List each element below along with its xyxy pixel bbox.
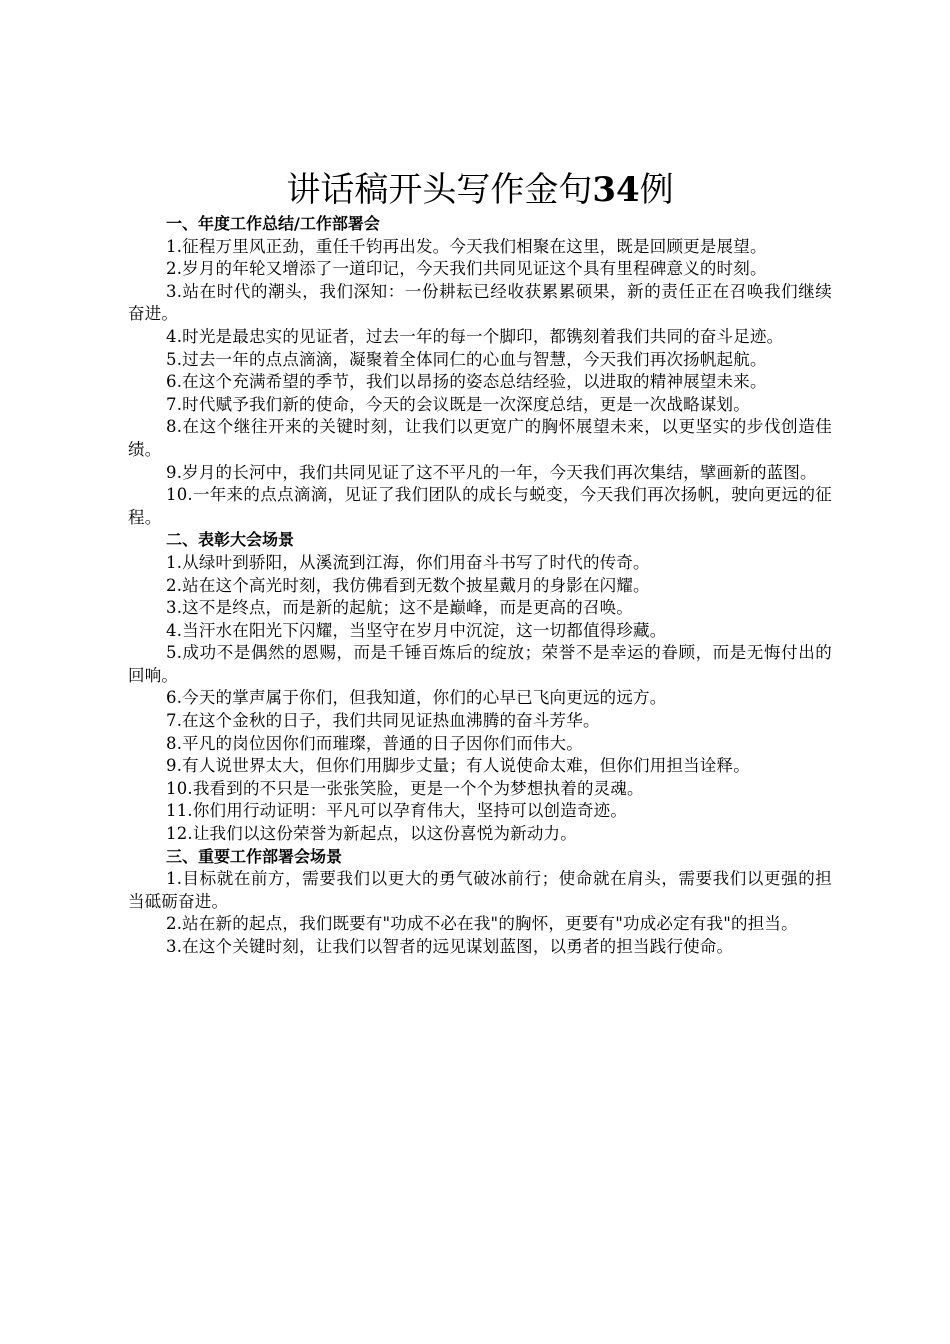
paragraph: 7.时代赋予我们新的使命，今天的会议既是一次深度总结，更是一次战略谋划。 [166, 394, 750, 414]
title-number: 34 [592, 170, 640, 210]
title-text: 讲话稿开头写作金句 [286, 170, 593, 210]
document-title [128, 168, 832, 212]
paragraph: 5.过去一年的点点滴滴，凝聚着全体同仁的心血与智慧，今天我们再次扬帆起航。 [166, 349, 767, 369]
paragraph: 12.让我们以这份荣誉为新起点，以这份喜悦为新动力。 [166, 824, 577, 844]
paragraph: 7.在这个金秋的日子，我们共同见证热血沸腾的奋斗芳华。 [166, 711, 600, 731]
paragraph: 1.目标就在前方，需要我们以更大的勇气破冰前行；使命就在肩头，需要我们以更强的担当砥砺奋进。 [128, 869, 832, 911]
paragraph: 1.从绿叶到骄阳，从溪流到江海，你们用奋斗书写了时代的传奇。 [166, 552, 650, 572]
paragraph: 2.站在新的起点，我们既要有"功成不必在我"的胸怀，更要有"功成必定有我"的担当。 [166, 914, 798, 934]
paragraph: 8.在这个继往开来的关键时刻，让我们以更宽广的胸怀展望未来，以更坚实的步伐创造佳绩。 [128, 417, 832, 459]
document-content [128, 168, 832, 959]
paragraph: 5.成功不是偶然的恩赐，而是千锤百炼后的绽放；荣誉不是幸运的眷顾，而是无悔付出的回响。 [128, 643, 832, 685]
paragraph: 3.站在时代的潮头，我们深知：一份耕耘已经收获累累硕果，新的责任正在召唤我们继续奋进。 [128, 281, 832, 324]
paragraph: 8.平凡的岗位因你们而璀璨，普通的日子因你们而伟大。 [166, 733, 583, 753]
paragraph: 10.我看到的不只是一张张笑脸，更是一个个为梦想执着的灵魂。 [166, 778, 644, 798]
paragraph: 4.时光是最忠实的见证者，过去一年的每一个脚印，都镌刻着我们共同的奋斗足迹。 [166, 326, 784, 346]
section-heading-annual-summary: 一、年度工作总结/工作部署会 [166, 214, 380, 233]
section-heading-commendation: 二、表彰大会场景 [166, 530, 295, 550]
paragraph: 9.岁月的长河中，我们共同见证了这不平凡的一年，今天我们再次集结，擘画新的蓝图。 [166, 462, 817, 482]
paragraph: 3.这不是终点，而是新的起航；这不是巅峰，而是更高的召唤。 [166, 598, 634, 618]
paragraph: 2.岁月的年轮又增添了一道印记，今天我们共同见证这个具有里程碑意义的时刻。 [166, 259, 767, 279]
paragraph: 1.征程万里风正劲，重任千钧再出发。今天我们相聚在这里，既是回顾更是展望。 [166, 236, 767, 256]
paragraph: 4.当汗水在阳光下闪耀，当坚守在岁月中沉淀，这一切都值得珍藏。 [166, 620, 667, 640]
section-heading-work-deployment: 三、重要工作部署会场景 [166, 846, 343, 866]
title-suffix: 例 [639, 170, 674, 210]
paragraph: 10.一年来的点点滴滴，见证了我们团队的成长与蜕变，今天我们再次扬帆，驶向更远的征程。 [128, 485, 832, 527]
paragraph: 9.有人说世界太大，但你们用脚步丈量；有人说使命太难，但你们用担当诠释。 [166, 756, 750, 776]
paragraph: 11.你们用行动证明：平凡可以孕育伟大，坚持可以创造奇迹。 [166, 801, 628, 821]
paragraph: 6.今天的掌声属于你们，但我知道，你们的心早已飞向更远的远方。 [166, 688, 667, 708]
paragraph: 6.在这个充满希望的季节，我们以昂扬的姿态总结经验，以进取的精神展望未来。 [166, 372, 767, 392]
paragraph: 3.在这个关键时刻，让我们以智者的远见谋划蓝图，以勇者的担当践行使命。 [166, 937, 734, 956]
paragraph: 2.站在这个高光时刻，我仿佛看到无数个披星戴月的身影在闪耀。 [166, 575, 650, 595]
